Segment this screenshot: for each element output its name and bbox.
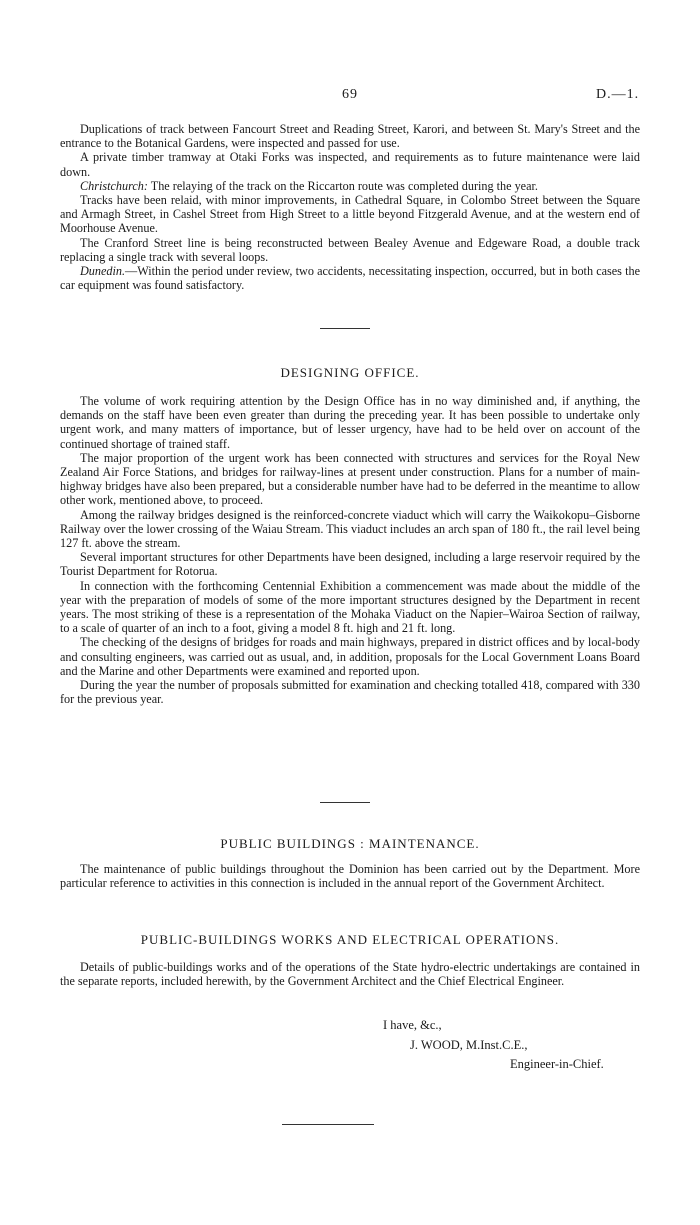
section-heading-public-buildings-maintenance: PUBLIC BUILDINGS : MAINTENANCE. [220, 836, 480, 851]
paragraph: Christchurch: The relaying of the track on the Riccarton route was completed during the year. [80, 178, 538, 193]
signatory-title: Engineer-in-Chief. [510, 1057, 604, 1071]
paragraph: Dunedin.—Within the period under review, two accidents, necessitating inspection, occurred, but in both cases the car equipment was found satisfactory. [60, 264, 640, 293]
paragraph: Several important structures for other Departments have been designed, including a large reservoir required by the Tourist Department for Rotorua. [60, 550, 640, 579]
signatory-name: J. WOOD, M.Inst.C.E., [410, 1038, 528, 1052]
paragraph: The maintenance of public buildings throughout the Dominion has been carried out by the Department. More particular reference to activities in this connection is included in the annual report of the Government Architect. [60, 862, 640, 891]
paragraph: The major proportion of the urgent work has been connected with structures and services for the Royal New Zealand Air Force Stations, and bridges for railway-lines at present under construction. Plans for a number of main-highway bridges have also been prepared, but a considerable number have had to be deferred in the meantime to allow other work, mentioned above, to proceed. [60, 450, 640, 508]
public-buildings-maintenance-section [60, 862, 640, 890]
paragraph: Tracks have been relaid, with minor improvements, in Cathedral Square, in Colombo Street between the Square and Armagh Street, in Cashel Street from High Street to a little beyond Fitzgerald Avenue, and at the western end of Moorhouse Avenue. [60, 193, 640, 236]
designing-office-section [60, 394, 640, 706]
section-heading-designing-office: DESIGNING OFFICE. [280, 365, 420, 380]
paragraph: A private timber tramway at Otaki Forks was inspected, and requirements as to future maintenance were laid down. [60, 150, 640, 179]
section-divider [320, 802, 370, 803]
paragraph: Duplications of track between Fancourt Street and Reading Street, Karori, and between St. Mary's Street and the entrance to the Botanical Gardens, were inspected and passed for use. [60, 122, 640, 151]
paragraph: Among the railway bridges designed is the reinforced-concrete viaduct which will carry the Waikokopu–Gisborne Railway over the lower crossing of the Waiau Stream. This viaduct includes an arch span of 180 ft., the rail level being 127 ft. above the stream. [60, 507, 640, 551]
place-lead-christchurch: Christchurch: [80, 178, 148, 193]
paragraph: During the year the number of proposals submitted for examination and checking totalled 418, compared with 330 for the previous year. [60, 678, 640, 707]
public-buildings-works-section [60, 960, 640, 988]
place-lead-dunedin: Dunedin. [80, 264, 126, 279]
document-reference: D.—1. [596, 87, 640, 102]
section-heading-public-buildings-works: PUBLIC-BUILDINGS WORKS AND ELECTRICAL OPERATIONS. [140, 932, 560, 947]
paragraph: The volume of work requiring attention by the Design Office has in no way diminished and, if anything, the demands on the staff have been even greater than during the preceding year. It has been possible to undertake only urgent work, and many matters of importance, but of lesser urgency, have had to be held over on account of the continued shortage of trained staff. [60, 394, 640, 451]
end-rule [282, 1124, 374, 1125]
page-number: 69 [342, 87, 358, 102]
paragraph: The checking of the designs of bridges for roads and main highways, prepared in district offices and by local-body and consulting engineers, was carried out as usual, and, in addition, proposals for the Local Government Loans Board and the Marine and other Departments were examined and reported upon. [60, 635, 640, 678]
section-divider [320, 328, 370, 329]
closing-salutation: I have, &c., [383, 1018, 442, 1032]
paragraph: Details of public-buildings works and of the operations of the State hydro-electric undertakings are contained in the separate reports, included herewith, by the Government Architect and the Chief Electrical Engineer. [60, 960, 640, 989]
paragraph: In connection with the forthcoming Centennial Exhibition a commencement was made about the middle of the year with the preparation of models of some of the more important structures designed by the Department in recent years. The most striking of these is a representation of the Mohaka Viaduct on the Napier–Wairoa Section of railway, to a scale of quarter of an inch to a foot, giving a model 8 ft. high and 21 ft. long. [60, 578, 640, 636]
paragraph: The Cranford Street line is being reconstructed between Bealey Avenue and Edgeware Road, a double track replacing a single track with several loops. [60, 235, 640, 264]
tramways-section [60, 122, 640, 292]
